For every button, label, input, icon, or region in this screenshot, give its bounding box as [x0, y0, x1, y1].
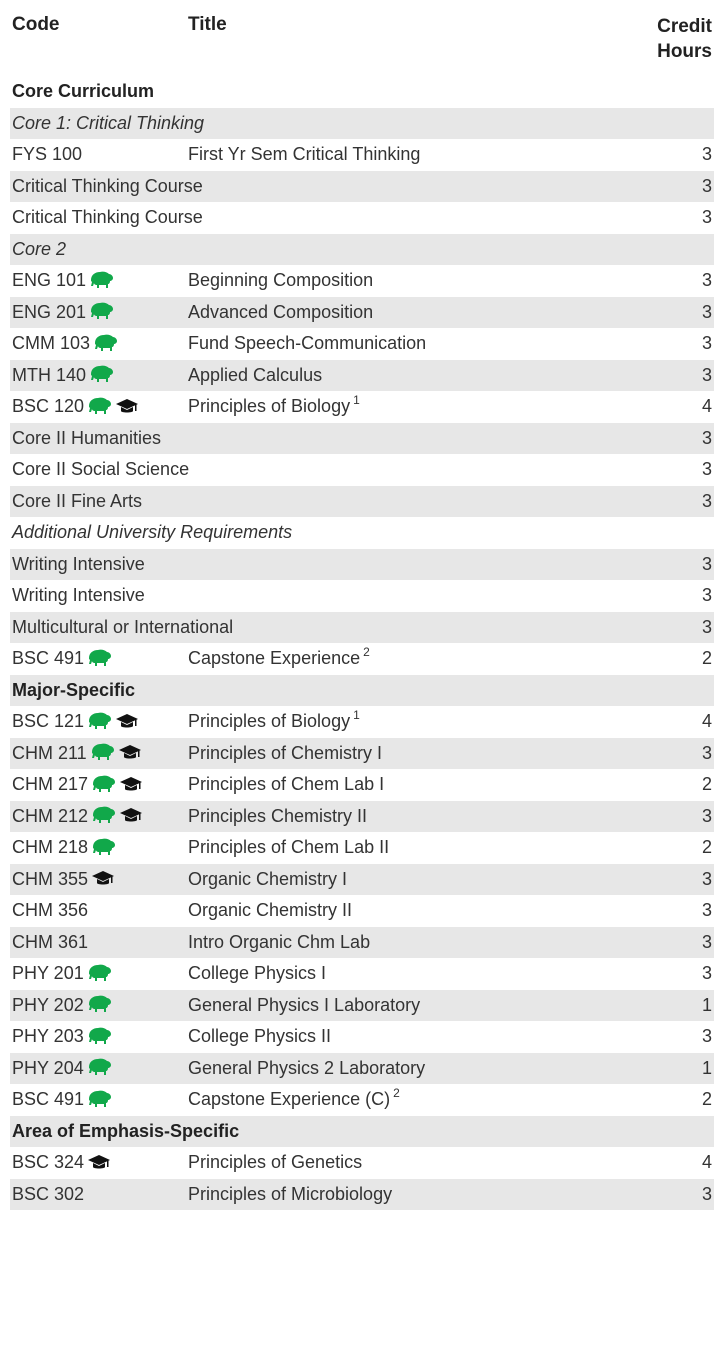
- bison-icon: [88, 397, 112, 417]
- course-title: Intro Organic Chm Lab: [188, 931, 371, 952]
- course-row-bsc-121: [10, 706, 714, 738]
- course-title-cell: [188, 864, 347, 896]
- bison-icon: [92, 806, 116, 826]
- credit-hours: 4: [701, 711, 712, 731]
- course-code: CMM 103: [12, 333, 91, 353]
- graduation-cap-icon: [120, 775, 142, 795]
- course-code: MTH 140: [12, 364, 87, 385]
- course-row-phy-202: [10, 990, 714, 1022]
- bison-icon: [90, 271, 114, 291]
- course-title-cell: [188, 801, 367, 833]
- course-row-bsc-491: [10, 643, 714, 675]
- credit-hours: 2: [701, 648, 712, 668]
- course-title: Organic Chemistry II: [188, 900, 353, 920]
- course-row-chm-356: [10, 895, 714, 927]
- course-code: PHY 201: [12, 963, 84, 983]
- course-code-cell: [12, 328, 118, 360]
- credit-hours: 3: [701, 553, 712, 574]
- course-title: General Physics 2 Laboratory: [188, 1057, 426, 1078]
- course-row-fys-100: [10, 139, 714, 171]
- course-code-cell: [12, 832, 116, 864]
- subsection-heading-row: [10, 108, 714, 140]
- bison-icon: [90, 365, 114, 385]
- credit-hours: 3: [701, 459, 712, 479]
- section-heading-row: [10, 1116, 714, 1148]
- credit-hours: 3: [701, 175, 712, 196]
- credit-hours: 3: [701, 333, 712, 353]
- bison-icon: [88, 1058, 112, 1078]
- header-credit-line1: Credit: [657, 16, 712, 37]
- credit-hours: 3: [701, 301, 712, 322]
- bison-icon: [88, 964, 112, 984]
- footnote-marker: 2: [393, 1086, 400, 1100]
- requirement-row: [10, 486, 714, 518]
- course-row-chm-211: [10, 738, 714, 770]
- requirement-row: [10, 549, 714, 581]
- course-title-cell: [188, 832, 389, 864]
- course-code: ENG 201: [12, 301, 87, 322]
- section-heading-row: [10, 76, 714, 108]
- course-code: CHM 217: [12, 774, 89, 794]
- bison-icon: [91, 743, 115, 763]
- course-title-cell: [188, 706, 360, 738]
- graduation-cap-icon: [116, 712, 138, 732]
- credit-hours: 3: [701, 1183, 712, 1204]
- credit-hours: 3: [701, 931, 712, 952]
- course-title: Principles of Genetics: [188, 1152, 363, 1172]
- course-code-cell: [12, 1147, 110, 1179]
- course-title: General Physics I Laboratory: [188, 994, 421, 1015]
- course-code: PHY 202: [12, 994, 84, 1015]
- course-code: CHM 211: [12, 742, 87, 763]
- course-row-phy-204: [10, 1053, 714, 1085]
- bison-icon: [94, 334, 118, 354]
- graduation-cap-icon: [120, 806, 142, 826]
- credit-hours: 2: [701, 1089, 712, 1109]
- table-header: [10, 0, 714, 76]
- subsection-heading-row: [10, 234, 714, 266]
- course-title: Principles of Biology: [188, 711, 351, 731]
- requirement-label: Writing Intensive: [12, 553, 145, 574]
- requirement-row: [10, 171, 714, 203]
- subsection-heading: Additional University Requirements: [12, 522, 293, 542]
- header-credit-hours: [612, 14, 712, 64]
- requirement-label: Multicultural or International: [12, 616, 234, 637]
- course-row-bsc-302: [10, 1179, 714, 1211]
- graduation-cap-icon: [88, 1153, 110, 1173]
- requirement-row: [10, 580, 714, 612]
- section-heading-row: [10, 675, 714, 707]
- requirement-row: [10, 202, 714, 234]
- course-title-cell: [188, 927, 370, 959]
- credit-hours: 4: [701, 396, 712, 416]
- course-title-cell: [188, 769, 384, 801]
- course-title-cell: [188, 265, 373, 297]
- section-heading: Area of Emphasis-Specific: [12, 1120, 240, 1141]
- subsection-heading: Core 2: [12, 238, 67, 259]
- course-title: Principles of Chem Lab II: [188, 837, 390, 857]
- credit-hours: 2: [701, 837, 712, 857]
- requirement-label: Critical Thinking Course: [12, 175, 203, 196]
- course-row-chm-218: [10, 832, 714, 864]
- course-title: Organic Chemistry I: [188, 868, 348, 889]
- course-code: BSC 491: [12, 648, 85, 668]
- course-code-cell: [12, 990, 112, 1022]
- credit-hours: 3: [701, 585, 712, 605]
- credit-hours: 3: [701, 144, 712, 164]
- course-code-cell: [12, 895, 88, 927]
- course-code-cell: [12, 643, 112, 675]
- course-title: Advanced Composition: [188, 301, 374, 322]
- course-title-cell: [188, 1147, 362, 1179]
- credit-hours: 3: [701, 616, 712, 637]
- course-code-cell: [12, 139, 82, 171]
- course-code: BSC 491: [12, 1089, 85, 1109]
- section-heading: Major-Specific: [12, 679, 136, 700]
- course-title: Beginning Composition: [188, 270, 374, 290]
- bison-icon: [92, 838, 116, 858]
- course-code-cell: [12, 1053, 112, 1085]
- course-code-cell: [12, 927, 88, 959]
- course-title: College Physics II: [188, 1026, 332, 1046]
- course-title-cell: [188, 328, 426, 360]
- header-credit-line2: Hours: [657, 41, 712, 62]
- course-code: BSC 324: [12, 1152, 85, 1172]
- course-title-cell: [188, 643, 370, 675]
- course-title-cell: [188, 391, 360, 423]
- course-title: Principles Chemistry II: [188, 805, 368, 826]
- course-row-chm-212: [10, 801, 714, 833]
- credit-hours: 3: [701, 900, 712, 920]
- credit-hours: 2: [701, 774, 712, 794]
- course-title-cell: [188, 1179, 392, 1211]
- bison-icon: [92, 775, 116, 795]
- course-code: CHM 218: [12, 837, 89, 857]
- course-title: Principles of Chem Lab I: [188, 774, 385, 794]
- course-code: BSC 120: [12, 396, 85, 416]
- course-title: First Yr Sem Critical Thinking: [188, 144, 421, 164]
- table-body: [10, 76, 714, 1210]
- requirement-row: [10, 423, 714, 455]
- course-code: PHY 204: [12, 1057, 84, 1078]
- graduation-cap-icon: [119, 743, 141, 763]
- course-row-bsc-491: [10, 1084, 714, 1116]
- course-title-cell: [188, 895, 352, 927]
- course-code-cell: [12, 769, 142, 801]
- course-code-cell: [12, 864, 114, 896]
- course-title-cell: [188, 738, 382, 770]
- course-code-cell: [12, 738, 141, 770]
- credit-hours: 3: [701, 364, 712, 385]
- course-title: Principles of Chemistry I: [188, 742, 383, 763]
- course-code-cell: [12, 297, 114, 329]
- course-row-eng-201: [10, 297, 714, 329]
- credit-hours: 3: [701, 490, 712, 511]
- credit-hours: 3: [701, 742, 712, 763]
- course-code-cell: [12, 1021, 112, 1053]
- course-code-cell: [12, 958, 112, 990]
- credit-hours: 3: [701, 270, 712, 290]
- course-row-chm-361: [10, 927, 714, 959]
- credit-hours: 4: [701, 1152, 712, 1172]
- course-code: BSC 121: [12, 711, 85, 731]
- course-title-cell: [188, 139, 420, 171]
- course-code-cell: [12, 1179, 84, 1211]
- course-code: BSC 302: [12, 1183, 85, 1204]
- course-title-cell: [188, 1021, 331, 1053]
- course-title: Capstone Experience (C): [188, 1089, 391, 1109]
- course-code: CHM 356: [12, 900, 89, 920]
- requirement-label: Core II Fine Arts: [12, 490, 143, 511]
- credit-hours: 3: [701, 805, 712, 826]
- course-row-mth-140: [10, 360, 714, 392]
- course-title: College Physics I: [188, 963, 327, 983]
- credit-hours: 3: [701, 427, 712, 448]
- credit-hours: 3: [701, 1026, 712, 1046]
- subsection-heading-row: [10, 517, 714, 549]
- course-title: Fund Speech-Communication: [188, 333, 427, 353]
- credit-hours: 3: [701, 207, 712, 227]
- course-code: CHM 212: [12, 805, 89, 826]
- requirement-row: [10, 454, 714, 486]
- course-code: FYS 100: [12, 144, 83, 164]
- bison-icon: [88, 649, 112, 669]
- course-row-eng-101: [10, 265, 714, 297]
- requirement-label: Core II Humanities: [12, 427, 162, 448]
- course-code: CHM 361: [12, 931, 89, 952]
- credit-hours: 1: [701, 994, 712, 1015]
- course-code-cell: [12, 391, 138, 423]
- course-title: Applied Calculus: [188, 364, 323, 385]
- course-row-chm-355: [10, 864, 714, 896]
- course-code-cell: [12, 360, 114, 392]
- course-code-cell: [12, 706, 138, 738]
- footnote-marker: 1: [353, 708, 360, 722]
- course-code-cell: [12, 265, 114, 297]
- header-title: Title: [188, 14, 227, 35]
- header-code: Code: [12, 14, 60, 35]
- subsection-heading: Core 1: Critical Thinking: [12, 112, 205, 133]
- bison-icon: [88, 712, 112, 732]
- course-code: CHM 355: [12, 868, 89, 889]
- course-title-cell: [188, 360, 322, 392]
- bison-icon: [90, 302, 114, 322]
- section-heading: Core Curriculum: [12, 81, 155, 101]
- credit-hours: 3: [701, 868, 712, 889]
- bison-icon: [88, 1090, 112, 1110]
- course-title-cell: [188, 958, 326, 990]
- course-row-chm-217: [10, 769, 714, 801]
- requirement-label: Critical Thinking Course: [12, 207, 203, 227]
- requirement-row: [10, 612, 714, 644]
- course-row-phy-201: [10, 958, 714, 990]
- curriculum-table: [10, 0, 714, 1210]
- footnote-marker: 2: [363, 645, 370, 659]
- course-code: PHY 203: [12, 1026, 84, 1046]
- course-code-cell: [12, 801, 142, 833]
- course-code: ENG 101: [12, 270, 87, 290]
- course-title-cell: [188, 297, 373, 329]
- graduation-cap-icon: [116, 397, 138, 417]
- course-code-cell: [12, 1084, 112, 1116]
- bison-icon: [88, 995, 112, 1015]
- course-title-cell: [188, 990, 420, 1022]
- course-row-bsc-120: [10, 391, 714, 423]
- course-title: Capstone Experience: [188, 648, 361, 668]
- credit-hours: 1: [701, 1057, 712, 1078]
- course-row-bsc-324: [10, 1147, 714, 1179]
- course-row-phy-203: [10, 1021, 714, 1053]
- footnote-marker: 1: [353, 393, 360, 407]
- course-row-cmm-103: [10, 328, 714, 360]
- requirement-label: Core II Social Science: [12, 459, 190, 479]
- course-title: Principles of Biology: [188, 396, 351, 416]
- requirement-label: Writing Intensive: [12, 585, 145, 605]
- course-title-cell: [188, 1084, 400, 1116]
- bison-icon: [88, 1027, 112, 1047]
- graduation-cap-icon: [92, 869, 114, 889]
- course-title: Principles of Microbiology: [188, 1183, 393, 1204]
- credit-hours: 3: [701, 963, 712, 983]
- course-title-cell: [188, 1053, 425, 1085]
